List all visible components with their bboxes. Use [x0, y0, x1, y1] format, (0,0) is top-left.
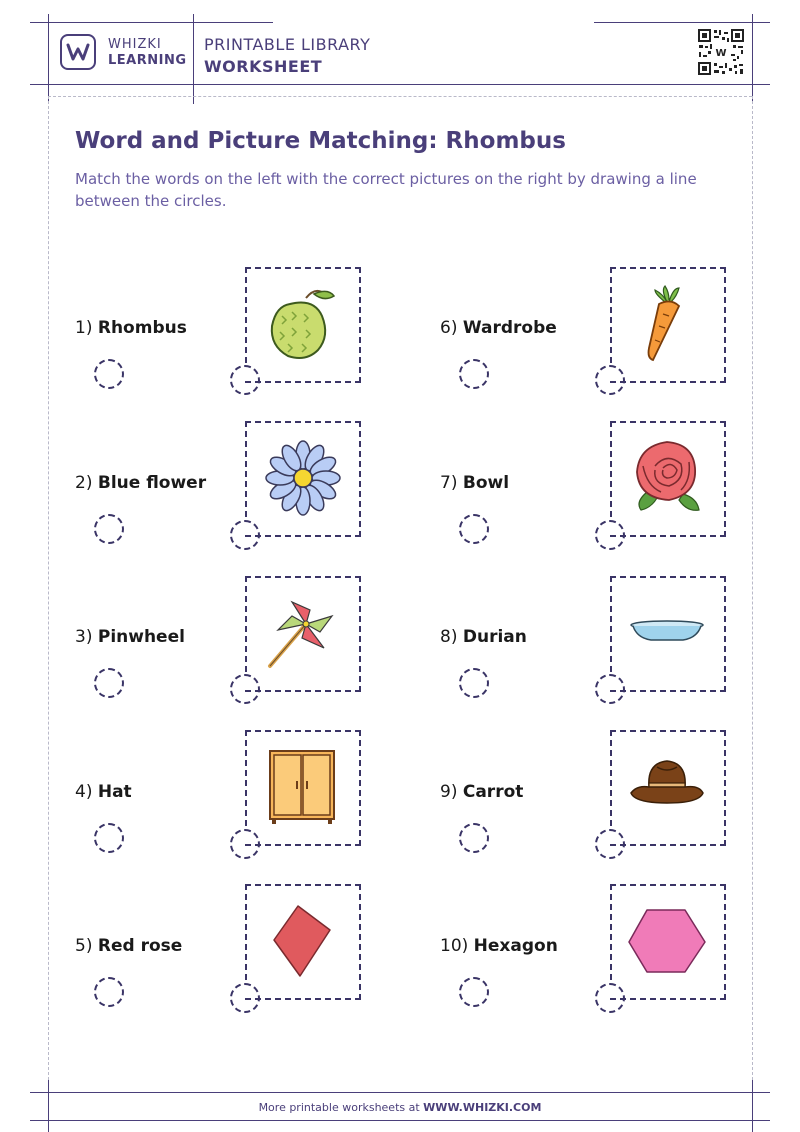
picture-frame-left-edge: [610, 267, 612, 363]
word-label: 4) Hat: [75, 782, 132, 802]
word-label: 8) Durian: [440, 627, 527, 647]
red-rose-icon: [627, 436, 707, 516]
picture-answer-circle[interactable]: [595, 829, 625, 859]
picture-answer-circle[interactable]: [230, 983, 260, 1013]
word-label: 6) Wardrobe: [440, 318, 557, 338]
worksheet-instructions: Match the words on the left with the correct pictures on the right by drawing a line between the circles.: [75, 170, 697, 210]
page-border-left: [48, 96, 49, 1080]
word-answer-circle[interactable]: [94, 668, 124, 698]
header-left-line: [48, 14, 49, 104]
word-answer-circle[interactable]: [94, 514, 124, 544]
picture-answer-circle[interactable]: [230, 520, 260, 550]
picture-frame-left-edge: [610, 730, 612, 826]
word-label: 2) Blue flower: [75, 473, 207, 493]
rhombus-icon: [262, 902, 342, 982]
word-label: 10) Hexagon: [440, 936, 558, 956]
picture-frame-left-edge: [610, 884, 612, 980]
picture-frame-left-edge: [610, 421, 612, 517]
word-answer-circle[interactable]: [459, 668, 489, 698]
word-label: 9) Carrot: [440, 782, 524, 802]
word-answer-circle[interactable]: [94, 359, 124, 389]
hat-icon: [627, 747, 707, 827]
header-top-line-right: [594, 22, 770, 23]
blue-flower-icon: [263, 438, 343, 518]
header-right-line: [752, 14, 753, 104]
logo-w-icon: [66, 42, 90, 62]
logo-line1: WHIZKI: [108, 37, 162, 52]
footer-link[interactable]: WWW.WHIZKI.COM: [423, 1101, 542, 1114]
picture-answer-circle[interactable]: [595, 365, 625, 395]
worksheet-title: Word and Picture Matching: Rhombus: [75, 128, 566, 154]
footer-text: [0, 1101, 800, 1114]
wardrobe-icon: [262, 747, 342, 827]
picture-answer-circle[interactable]: [230, 829, 260, 859]
page-border-right: [752, 96, 753, 1080]
header-title-line1: PRINTABLE LIBRARY: [204, 35, 371, 54]
picture-answer-circle[interactable]: [230, 674, 260, 704]
picture-frame-left-edge: [245, 576, 247, 672]
carrot-icon: [627, 284, 707, 364]
header-bottom-line: [30, 84, 770, 85]
picture-frame-left-edge: [245, 421, 247, 517]
picture-frame-left-edge: [245, 730, 247, 826]
svg-text:W: W: [715, 48, 727, 59]
whizki-logo: [60, 34, 96, 70]
footer-bottom-line: [30, 1120, 770, 1121]
logo-line2: LEARNING: [108, 53, 187, 68]
picture-answer-circle[interactable]: [595, 983, 625, 1013]
word-answer-circle[interactable]: [459, 977, 489, 1007]
hexagon-icon: [627, 902, 707, 982]
picture-frame-left-edge: [245, 884, 247, 980]
header-title-line2: WORKSHEET: [204, 57, 323, 76]
footer-prefix: More printable worksheets at: [258, 1101, 424, 1114]
footer-top-line: [30, 1092, 770, 1093]
picture-frame-left-edge: [610, 576, 612, 672]
durian-icon: [262, 284, 342, 364]
word-answer-circle[interactable]: [459, 359, 489, 389]
word-answer-circle[interactable]: [459, 514, 489, 544]
bowl-icon: [627, 592, 707, 672]
word-label: 5) Red rose: [75, 936, 183, 956]
picture-frame-left-edge: [245, 267, 247, 363]
pinwheel-icon: [262, 592, 342, 672]
word-answer-circle[interactable]: [94, 977, 124, 1007]
word-answer-circle[interactable]: [459, 823, 489, 853]
header-top-line: [30, 22, 273, 23]
word-label: 1) Rhombus: [75, 318, 187, 338]
word-label: 7) Bowl: [440, 473, 510, 493]
word-answer-circle[interactable]: [94, 823, 124, 853]
header-divider: [193, 14, 194, 104]
picture-answer-circle[interactable]: [230, 365, 260, 395]
picture-answer-circle[interactable]: [595, 520, 625, 550]
picture-answer-circle[interactable]: [595, 674, 625, 704]
qr-code-icon: [697, 28, 745, 76]
page-border-top: [48, 96, 752, 97]
word-label: 3) Pinwheel: [75, 627, 185, 647]
